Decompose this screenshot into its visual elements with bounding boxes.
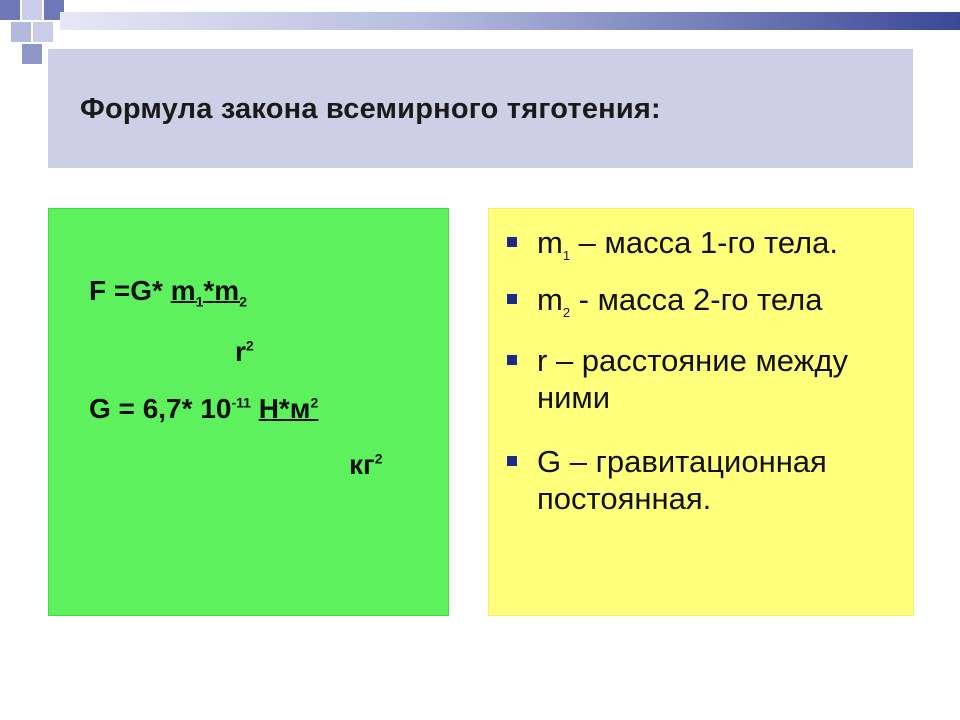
legend-item [507,443,907,517]
mass-subscript: 1 [195,293,204,310]
decor-square [0,0,20,20]
bullet-square-icon [507,237,517,247]
formula-panel [48,208,449,616]
formula-gravitational-constant [89,393,318,425]
variable-subscript: 1 [562,248,571,264]
formula-prefix: F =G* [89,275,171,306]
variable-description: – расстояние между ними [537,343,848,415]
variable: r [537,343,548,378]
mass-symbol: m [170,275,196,306]
unit-text: кг [349,449,375,480]
mass-subscript: 2 [239,293,247,310]
bullet-square-icon [507,456,517,466]
decor-square [22,0,42,20]
constant-value: G = 6,7* 10 [89,393,232,424]
unit-numerator [259,393,319,424]
legend-item [507,224,907,274]
legend-item-text [537,281,907,331]
unit-text: Н*м [258,393,311,424]
legend-item [507,342,907,416]
bullet-square-icon [507,294,517,304]
variable-description: – гравитационная постоянная. [537,444,827,516]
unit-denominator [349,449,382,481]
mass-symbol: *m [203,275,240,306]
formula-denominator [235,336,254,368]
header-gradient-band [60,12,960,30]
legend-item-text [537,224,907,274]
variable-description: - масса 2-го тела [570,282,823,317]
exponent: 2 [374,450,383,467]
variable-description: – масса 1-го тела. [570,225,838,260]
legend-item [507,281,907,331]
legend-item-text [537,443,907,517]
formula-gravity-force [89,275,247,310]
decor-square [22,44,42,64]
slide-title: Формула закона всемирного тяготения: [80,93,661,125]
exponent: 2 [245,337,254,354]
variable: G [537,444,562,479]
exponent: -11 [231,394,251,411]
legend-panel [488,208,914,616]
variable: m [537,282,563,317]
decor-square [11,22,31,42]
bullet-square-icon [507,355,517,365]
decor-square [33,22,53,42]
exponent: 2 [310,394,319,411]
variable-subscript: 2 [562,305,571,321]
title-box [48,49,913,168]
variable: m [537,225,563,260]
legend-item-text [537,342,907,416]
formula-numerator [170,275,247,310]
distance-symbol: r [235,336,246,367]
